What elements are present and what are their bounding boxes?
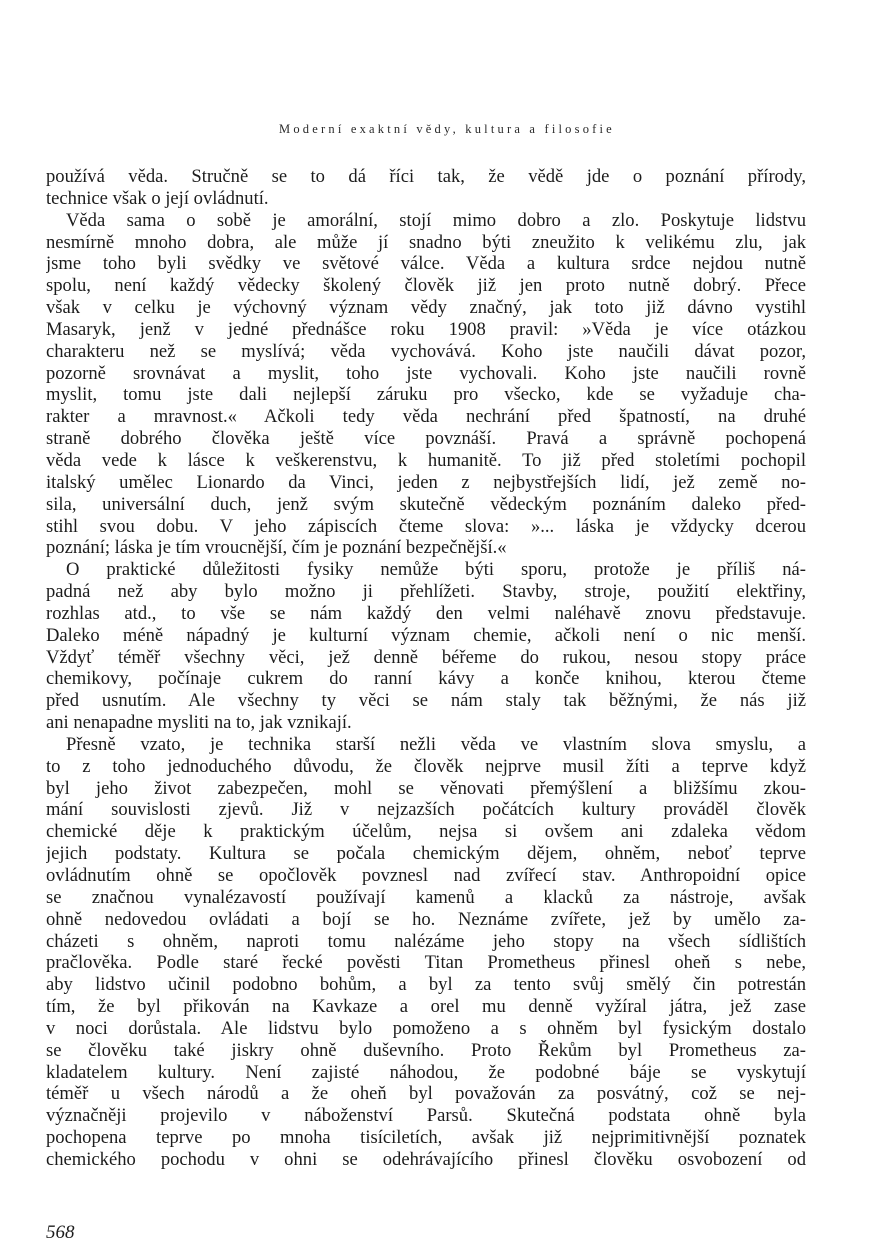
- text-line: straně dobrého člověka ještě více povznáší. Pravá a správně pochopená: [46, 428, 806, 450]
- text-line: rozhlas atd., to vše se nám každý den velmi naléhavě znovu představuje.: [46, 602, 806, 624]
- text-line: před usnutím. Ale všechny ty věci se nám staly tak běžnými, že nás již: [46, 690, 806, 712]
- text-line: Věda sama o sobě je amorální, stojí mimo dobro a zlo. Poskytuje lidstvu: [66, 209, 806, 231]
- text-line: jejich podstaty. Kultura se počala chemickým dějem, ohněm, neboť teprve: [46, 843, 806, 865]
- text-line: v noci dorůstala. Ale lidstvu bylo pomoženo a s ohněm byl fysickým dostalo: [46, 1017, 806, 1039]
- text-line: Vždyť téměř všechny věci, jež denně béřeme do rukou, nesou stopy práce: [46, 646, 806, 668]
- text-line: téměř u všech národů a že oheň byl považován za posvátný, což se nej-: [46, 1083, 806, 1105]
- text-line: se značnou vynalézavostí používají kamenů a klacků za nástroje, avšak: [46, 886, 806, 908]
- text-line: byl jeho život zabezpečen, mohl se věnovati přemýšlení a bližšímu zkou-: [46, 777, 806, 799]
- text-line: tím, že byl přikován na Kavkaze a orel mu denně vyžíral játra, jež zase: [46, 996, 806, 1018]
- text-line: technice však o její ovládnutí.: [46, 187, 269, 209]
- text-line: pochopena teprve po mnoha tisíciletích, avšak již nejprimitivnější poznatek: [46, 1127, 806, 1149]
- text-line: Daleko méně nápadný je kulturní význam chemie, ačkoli není o nic menší.: [46, 624, 806, 646]
- text-line: cházeti s ohněm, naproti tomu nalézáme jeho stopy na všech sídlištích: [46, 930, 806, 952]
- text-line: to z toho jednoduchého důvodu, že člověk nejprve musil žíti a teprve když: [46, 755, 806, 777]
- text-line: aby lidstvo učinil podobno bohům, a byl za tento svůj smělý čin potrestán: [46, 974, 806, 996]
- text-line: ani nenapadne mysliti na to, jak vznikají.: [46, 712, 352, 734]
- text-line: používá věda. Stručně se to dá říci tak, že vědě jde o poznání přírody,: [46, 166, 806, 187]
- body-text: [46, 166, 806, 1171]
- text-line: padná než aby bylo možno ji přehlížeti. Stavby, stroje, použití elektřiny,: [46, 581, 806, 603]
- text-line: ohně nedovedou ovládati a bojí se ho. Neznáme zvířete, jež by umělo za-: [46, 908, 806, 930]
- text-line: O praktické důležitosti fysiky nemůže býti sporu, protože je příliš ná-: [66, 559, 806, 581]
- text-line: stihl svou dobu. V jeho zápiscích čteme slova: »... láska je vždycky dcerou: [46, 515, 806, 537]
- text-line: spolu, není každý vědecky školený člověk již jen proto nutně dobrý. Přece: [46, 275, 806, 297]
- text-line: Masaryk, jenž v jedné přednášce roku 1908 pravil: »Věda je více otázkou: [46, 318, 806, 340]
- running-head: Moderní exaktní vědy, kultura a filosofie: [279, 122, 615, 136]
- page-number: 568: [46, 1222, 75, 1243]
- text-line: chemického pochodu v ohni se odehrávajícího přinesl člověku osvobození od: [46, 1148, 806, 1170]
- text-line: pračlověka. Podle staré řecké pověsti Titan Prometheus přinesl oheň s nebe,: [46, 952, 806, 974]
- text-line: italský umělec Lionardo da Vinci, jeden z nejbystřejších lidí, jež země no-: [46, 471, 806, 493]
- text-line: ovládnutím ohně se opočlověk povznesl nad zvířecí stav. Anthropoidní opice: [46, 865, 806, 886]
- text-line: poznání; láska je tím vroucnější, čím je poznání bezpečnější.«: [46, 537, 507, 559]
- text-line: nesmírně mnoho dobra, ale může jí snadno býti zneužito k velikému zlu, jak: [46, 231, 806, 253]
- text-line: jsme toho byli svědky ve světové válce. Věda a kultura srdce nejdou nutně: [46, 253, 806, 275]
- text-line: věda vede k lásce k veškerenstvu, k humanitě. To již před stoletími pochopil: [46, 449, 806, 471]
- text-line: kladatelem kultury. Není zajisté náhodou, že podobné báje se vyskytují: [46, 1061, 806, 1083]
- text-line: chemikovy, počínaje cukrem do ranní kávy a konče knihou, kterou čteme: [46, 668, 806, 690]
- text-line: se člověku také jiskry ohně duševního. Proto Řekům byl Prometheus za-: [46, 1039, 806, 1061]
- text-line: pozorně srovnávat a myslit, toho jste vychovali. Koho jste naučili rovně: [46, 362, 806, 384]
- text-line: sila, universální duch, jenž svým skutečně vědeckým poznáním daleko před-: [46, 493, 806, 515]
- text-line: rakter a mravnost.« Ačkoli tedy věda nechrání před špatností, na druhé: [46, 406, 806, 428]
- text-line: mání souvislosti zjevů. Již v nejzazších počátcích kultury prováděl člověk: [46, 799, 806, 821]
- text-line: charakteru než se myslívá; věda vychovává. Koho jste naučili dávat pozor,: [46, 340, 806, 362]
- text-line: Přesně vzato, je technika starší nežli věda ve vlastním slova smyslu, a: [66, 733, 806, 755]
- text-line: chemické děje k praktickým účelům, nejsa si ovšem ani zdaleka vědom: [46, 821, 806, 843]
- text-line: význačněji projevilo v náboženství Parsů. Skutečná podstata ohně byla: [46, 1105, 806, 1127]
- text-line: myslit, tomu jste dali nejlepší záruku pro všecko, kde se vyžaduje cha-: [46, 384, 806, 406]
- text-line: však v celku je výchovný význam vědy značný, jak toto již dávno vystihl: [46, 297, 806, 319]
